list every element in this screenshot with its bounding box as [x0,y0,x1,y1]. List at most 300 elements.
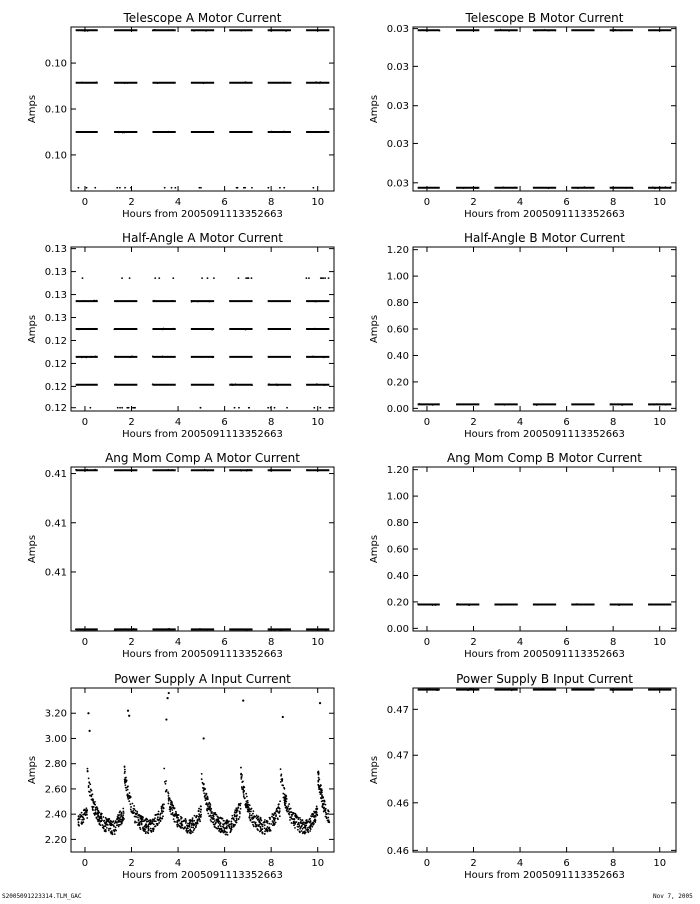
data-point [111,830,113,832]
data-point [180,822,182,824]
data-point [134,131,136,133]
data-point [255,816,257,818]
y-tick-label: 0.47 [386,704,409,716]
data-point [321,131,323,133]
data-point [247,300,249,302]
data-point [115,383,117,385]
data-point [138,819,140,821]
data-point [132,810,134,812]
data-point [165,780,167,782]
data-point [305,822,307,824]
data-point [234,356,236,358]
data-point [121,356,123,358]
data-point [274,629,276,631]
data-point [318,777,320,779]
x-tick-label: 4 [516,417,524,428]
data-point [78,821,80,823]
data-point [234,407,236,409]
data-point [612,689,614,691]
data-point [279,629,281,631]
data-point [264,833,266,835]
data-point [198,810,200,812]
data-point [114,629,116,631]
data-point [313,300,315,302]
data-point [185,818,187,820]
x-tick-label: 2 [128,417,135,428]
data-point [288,813,290,815]
data-point [316,812,318,814]
data-point [283,187,285,189]
data-point [167,356,169,358]
x-tick-label: 2 [470,858,477,869]
data-point [215,827,217,829]
data-point [94,469,96,471]
data-point [119,814,121,816]
data-point [128,629,130,631]
data-point [75,629,77,631]
data-point [223,830,225,832]
data-point [285,30,287,32]
data-point [168,29,170,31]
data-point [536,404,538,406]
data-point [309,818,311,820]
data-point [285,806,287,808]
y-tick-label: 0.13 [44,290,67,302]
data-point [161,807,163,809]
y-tick-label: 0.80 [386,298,409,310]
data-point [220,828,222,830]
data-point [235,812,237,814]
y-tick-label: 0.13 [44,267,67,279]
data-point [613,603,615,605]
data-point [496,30,498,32]
data-point [87,770,89,772]
data-point [118,132,120,134]
chart-panel-3 [27,231,334,440]
data-point [262,823,264,825]
data-point [171,300,173,302]
data-point [236,131,238,133]
data-point [206,629,208,631]
y-tick-label: 0.03 [386,138,409,150]
data-points [418,403,672,406]
data-point [150,820,152,822]
data-point [155,820,157,822]
data-point [130,187,132,189]
data-point [249,815,251,817]
data-point [253,825,255,827]
y-tick-label: 0.13 [44,244,67,256]
y-tick-label: 1.00 [386,491,409,503]
data-point [135,810,137,812]
data-point [198,808,200,810]
data-point [94,801,96,803]
data-point [164,187,166,189]
x-tick-label: 0 [81,858,89,869]
data-point [290,384,292,386]
data-point [267,831,269,833]
data-point [294,827,296,829]
data-point [243,790,245,792]
data-point [500,29,502,31]
data-point [154,826,156,828]
plot-frame [413,247,676,411]
data-point [279,187,281,189]
data-point [243,792,245,794]
data-point [136,813,138,815]
data-point [272,820,274,822]
data-point [110,824,112,826]
data-point [267,826,269,828]
data-point [665,404,667,406]
data-point [245,277,247,279]
data-point [209,301,211,303]
data-point [169,806,171,808]
x-axis-label: Hours from 2005091113352663 [122,649,283,660]
data-point [275,814,277,816]
data-point [122,132,124,134]
data-point [148,829,150,831]
data-point [318,788,320,790]
data-point [205,793,207,795]
data-point [305,827,307,829]
data-point [107,824,109,826]
y-axis-label: Amps [369,755,380,785]
data-point [544,29,546,31]
y-tick-label: 2.40 [44,809,67,821]
data-point [162,806,164,808]
y-tick-label: 2.60 [44,784,67,796]
data-point [192,831,194,833]
data-point [230,823,232,825]
data-point [181,821,183,823]
data-point [428,403,430,405]
data-point [175,812,177,814]
data-point [504,404,506,406]
data-point [100,824,102,826]
data-point [192,823,194,825]
data-point [168,798,170,800]
data-point [150,828,152,830]
data-point [88,781,90,783]
x-tick-label: 4 [174,197,182,208]
data-point [249,813,251,815]
data-point [120,470,122,472]
data-point [475,29,477,31]
data-point [251,384,253,386]
data-point [218,827,220,829]
data-point [437,403,439,405]
data-point [262,825,264,827]
y-axis-label: Amps [27,755,38,785]
x-tick-label: 0 [81,637,89,648]
x-tick-label: 2 [470,417,477,428]
data-point [79,818,81,820]
data-point [618,604,620,606]
data-point [223,820,225,822]
data-point [266,822,268,824]
data-point [87,30,89,32]
x-tick-label: 8 [267,858,275,869]
data-point [248,811,250,813]
data-point [162,815,164,817]
x-tick-label: 6 [221,858,228,869]
data-point [216,816,218,818]
x-tick-label: 10 [653,417,667,428]
data-point [201,778,203,780]
x-tick-label: 10 [311,197,325,208]
data-point [198,187,200,189]
data-point [170,804,172,806]
data-point [294,823,296,825]
data-point [292,812,294,814]
data-point [305,825,307,827]
data-point [261,828,263,830]
data-point [97,819,99,821]
data-point [166,789,168,791]
data-point [456,29,458,31]
x-tick-label: 10 [653,197,667,208]
data-point [170,802,172,804]
data-point [232,817,234,819]
data-point [233,819,235,821]
data-point [86,810,88,812]
data-point [155,814,157,816]
data-point [276,385,278,387]
data-point [268,383,270,385]
data-point [167,791,169,793]
y-tick-label: 1.20 [386,245,409,257]
x-axis-label: Hours from 2005091113352663 [122,870,283,881]
chart-panel-2 [369,11,676,220]
data-point [280,775,282,777]
data-point [327,821,329,823]
data-point [160,131,162,133]
data-point [206,808,208,810]
chart-panel-5 [27,451,334,660]
data-point [320,277,322,279]
data-point [159,814,161,816]
data-point [129,803,131,805]
data-point [285,800,287,802]
data-point [129,29,131,31]
data-point [83,818,85,820]
data-point [173,807,175,809]
data-point [158,811,160,813]
data-point [514,604,516,606]
data-point [535,30,537,32]
data-point [656,403,658,405]
data-point [87,768,89,770]
data-point [320,785,322,787]
data-point [236,819,238,821]
data-point [265,829,267,831]
data-point [124,628,126,630]
data-point [575,604,577,606]
data-point [249,817,251,819]
x-tick-label: 10 [653,637,667,648]
data-point [157,823,159,825]
data-point [231,829,233,831]
data-point [227,834,229,836]
data-point [88,778,90,780]
data-point [512,187,514,189]
data-point [266,820,268,822]
data-point [106,827,108,829]
data-point [226,832,228,834]
data-point [309,470,311,472]
data-point [577,187,579,189]
data-point [127,789,129,791]
data-point [430,604,432,606]
data-point [245,793,247,795]
data-point [315,384,317,386]
data-point [197,328,199,330]
data-point [119,187,121,189]
data-point [260,819,262,821]
data-point [144,829,146,831]
data-point [191,629,193,631]
data-point [134,821,136,823]
data-point [279,800,281,802]
data-point [119,817,121,819]
data-point [99,818,101,820]
data-point [327,817,329,819]
data-point [500,604,502,606]
data-point [152,30,154,32]
data-point [290,82,292,84]
y-tick-label: 0.20 [386,597,409,609]
data-point [99,822,101,824]
x-tick-label: 4 [174,417,182,428]
data-point [191,470,193,472]
data-point [276,808,278,810]
chart-panel-7 [27,672,334,881]
data-point [273,823,275,825]
data-point [127,785,129,787]
data-point [178,820,180,822]
data-point [278,812,280,814]
data-point [159,816,161,818]
data-point [314,818,316,820]
data-point [96,81,98,83]
y-tick-label: 0.40 [386,350,409,362]
data-point [310,82,312,84]
data-point [252,821,254,823]
data-point [298,822,300,824]
data-point [240,776,242,778]
data-point [620,30,622,32]
data-point [241,781,243,783]
data-point [243,794,245,796]
y-tick-label: 0.12 [44,403,67,415]
data-point [224,827,226,829]
data-point [172,812,174,814]
data-point [508,689,510,691]
y-tick-label: 0.60 [386,324,409,336]
data-point [315,301,317,303]
data-point [173,328,175,330]
x-tick-label: 4 [516,858,524,869]
data-point [315,81,317,83]
data-point [162,355,164,357]
x-axis-label: Hours from 2005091113352663 [122,429,283,440]
data-point [213,277,215,279]
data-point [299,831,301,833]
data-point [195,826,197,828]
data-point [215,819,217,821]
data-point [244,82,246,84]
data-point [309,827,311,829]
data-point [270,469,272,471]
data-point [317,784,319,786]
data-point [202,787,204,789]
data-point [117,814,119,816]
y-tick-label: 0.10 [44,58,67,70]
data-point [202,782,204,784]
y-tick-label: 0.12 [44,335,67,347]
data-point [222,818,224,820]
plot-frame [413,688,676,852]
data-point [172,805,174,807]
data-point [239,813,241,815]
y-tick-label: 0.10 [44,104,67,116]
data-point [105,824,107,826]
x-tick-label: 0 [423,197,431,208]
y-tick-label: 0.46 [386,845,409,857]
outlier-point [168,692,170,694]
data-point [239,816,241,818]
data-point [191,356,193,358]
data-point [134,407,136,409]
data-point [325,629,327,631]
data-point [116,187,118,189]
data-point [648,689,650,691]
data-point [85,807,87,809]
data-point [154,29,156,31]
data-point [195,823,197,825]
data-point [548,30,550,32]
data-point [161,82,163,84]
data-point [631,689,633,691]
data-point [282,793,284,795]
y-tick-label: 0.00 [386,623,409,635]
data-point [314,820,316,822]
outlier-point [87,712,89,714]
data-point [235,810,237,812]
data-point [542,688,544,690]
data-point [325,816,327,818]
data-point [269,817,271,819]
data-point [92,798,94,800]
footer-date: Nov 7, 2005 [653,893,693,900]
data-point [160,820,162,822]
data-point [191,824,193,826]
data-point [469,688,471,690]
data-point [316,132,318,134]
data-point [123,132,125,134]
data-point [161,809,163,811]
data-point [246,629,248,631]
data-point [124,187,126,189]
data-point [221,831,223,833]
data-point [201,82,203,84]
y-tick-label: 0.41 [44,567,67,579]
data-point [241,787,243,789]
data-point [665,186,667,188]
data-point [201,277,203,279]
x-tick-label: 4 [174,637,182,648]
